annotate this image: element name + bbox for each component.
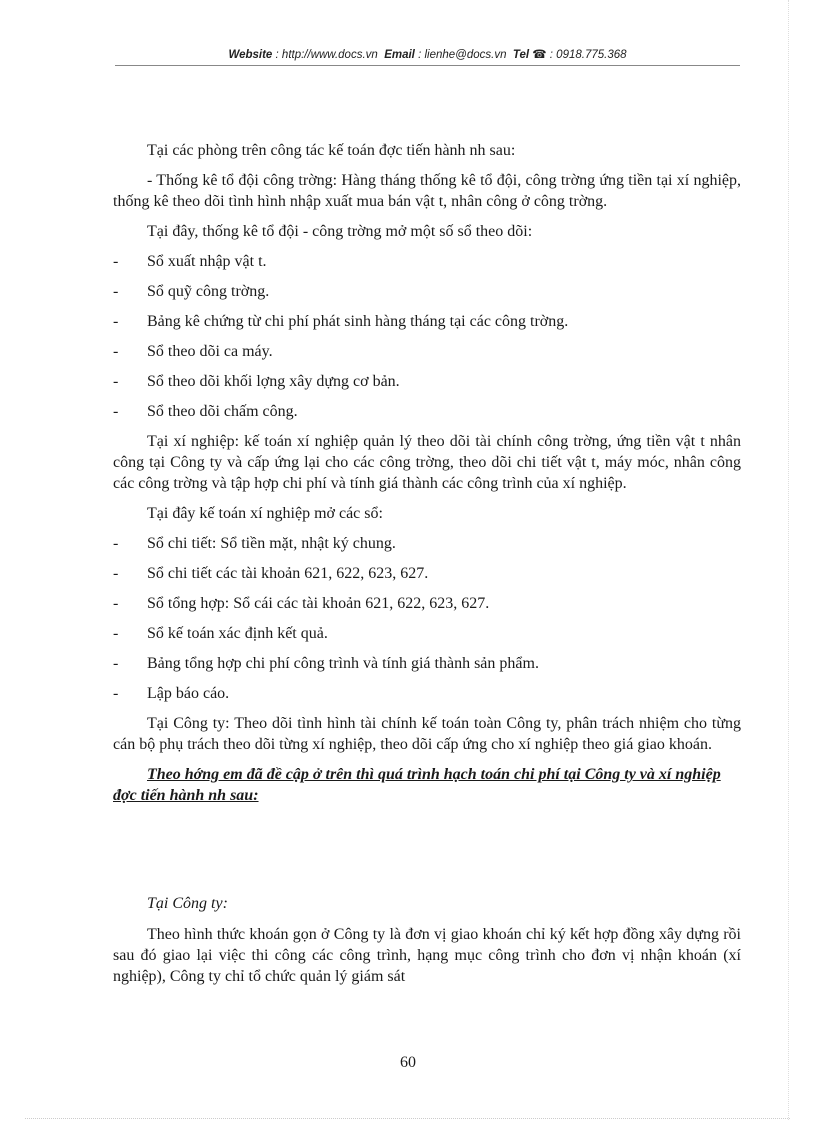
list-item bbox=[113, 563, 741, 584]
list-item-text: Sổ tổng hợp: Sổ cái các tài khoản 621, 622, 623, 627. bbox=[147, 595, 490, 612]
header-divider bbox=[115, 65, 740, 66]
paragraph: - Thống kê tổ đội công trờng: Hàng tháng thống kê tổ đội, công trờng ứng tiền tại xí nghiệp, thống kê theo dõi tình hình nhập xuất mua bán vật t, nhân công ở công trờng. bbox=[113, 172, 741, 210]
email-value: : lienhe@docs.vn bbox=[418, 49, 507, 61]
bullet-dash: - bbox=[113, 403, 119, 420]
document-body bbox=[113, 140, 741, 987]
list-item-text: Sổ theo dõi chấm công. bbox=[147, 403, 298, 420]
list-item-text: Sổ quỹ công trờng. bbox=[147, 283, 270, 300]
paragraph: Tại xí nghiệp: kế toán xí nghiệp quản lý theo dõi tài chính công trờng, ứng tiền vật t nhân công tại Công ty và cấp ứng lại cho các công trờng, theo dõi chi tiết vật t, máy móc, nhân công các công trờng và tập hợp chi phí và tính giá thành các công trình của xí nghiệp. bbox=[113, 433, 741, 492]
paragraph: Theo hình thức khoán gọn ở Công ty là đơn vị giao khoán chỉ ký kết hợp đồng xây dựng rồi sau đó giao lại việc thi công các công trình, hạng mục công trình cho đơn vị nhận khoán (xí nghiệp), Công ty chỉ tổ chức quản lý giám sát bbox=[113, 926, 741, 985]
phone-icon: ☎ bbox=[532, 49, 547, 61]
list-item-text: Sổ theo dõi ca máy. bbox=[147, 343, 273, 360]
list-item-text: Bảng kê chứng từ chi phí phát sinh hàng tháng tại các công trờng. bbox=[147, 313, 569, 330]
paragraph: Tại đây kế toán xí nghiệp mở các sổ: bbox=[147, 505, 383, 522]
page-bottom-border bbox=[25, 1118, 790, 1119]
page-header bbox=[115, 47, 740, 61]
website-label: Website bbox=[228, 49, 273, 61]
bullet-list-records bbox=[113, 251, 741, 422]
bullet-dash: - bbox=[113, 565, 119, 582]
tel-value: : 0918.775.368 bbox=[549, 49, 627, 61]
list-item bbox=[113, 533, 741, 554]
list-item bbox=[113, 593, 741, 614]
bullet-dash: - bbox=[113, 655, 119, 672]
tel-label: Tel bbox=[512, 49, 530, 61]
website-value: : http://www.docs.vn bbox=[275, 49, 378, 61]
bullet-dash: - bbox=[113, 283, 119, 300]
list-item bbox=[113, 623, 741, 644]
page-right-border bbox=[788, 0, 789, 1120]
list-item bbox=[113, 683, 741, 704]
list-item bbox=[113, 371, 741, 392]
list-item-text: Sổ chi tiết các tài khoản 621, 622, 623, 627. bbox=[147, 565, 429, 582]
list-item-text: Sổ chi tiết: Sổ tiền mặt, nhật ký chung. bbox=[147, 535, 396, 552]
bullet-list-ledgers bbox=[113, 533, 741, 704]
list-item-text: Bảng tổng hợp chi phí công trình và tính giá thành sản phẩm. bbox=[147, 655, 539, 672]
list-item bbox=[113, 653, 741, 674]
section-heading: Theo hớng em đã đề cập ở trên thì quá trình hạch toán chi phí tại Công ty và xí nghiệp đợc tiến hành nh sau: bbox=[113, 766, 721, 804]
list-item-text: Sổ theo dõi khối lợng xây dựng cơ bản. bbox=[147, 373, 400, 390]
bullet-dash: - bbox=[113, 343, 119, 360]
email-label: Email bbox=[384, 49, 415, 61]
list-item bbox=[113, 341, 741, 362]
paragraph: Tại các phòng trên công tác kế toán đợc tiến hành nh sau: bbox=[147, 142, 516, 159]
list-item bbox=[113, 311, 741, 332]
bullet-dash: - bbox=[113, 535, 119, 552]
list-item bbox=[113, 251, 741, 272]
bullet-dash: - bbox=[113, 373, 119, 390]
bullet-dash: - bbox=[113, 685, 119, 702]
list-item-text: Sổ xuất nhập vật t. bbox=[147, 253, 267, 270]
list-item bbox=[113, 401, 741, 422]
bullet-dash: - bbox=[113, 595, 119, 612]
subheading: Tại Công ty: bbox=[147, 895, 228, 912]
paragraph: Tại Công ty: Theo dõi tình hình tài chính kế toán toàn Công ty, phân trách nhiệm cho từng cán bộ phụ trách theo dõi từng xí nghiệp, theo dõi cấp ứng cho xí nghiệp theo giá giao khoán. bbox=[113, 715, 741, 753]
list-item bbox=[113, 281, 741, 302]
list-item-text: Sổ kế toán xác định kết quả. bbox=[147, 625, 328, 642]
paragraph: Tại đây, thống kê tổ đội - công trờng mở một số sổ theo dõi: bbox=[147, 223, 533, 240]
bullet-dash: - bbox=[113, 313, 119, 330]
list-item-text: Lập báo cáo. bbox=[147, 685, 230, 702]
bullet-dash: - bbox=[113, 253, 119, 270]
bullet-dash: - bbox=[113, 625, 119, 642]
page-number: 60 bbox=[400, 1054, 416, 1071]
